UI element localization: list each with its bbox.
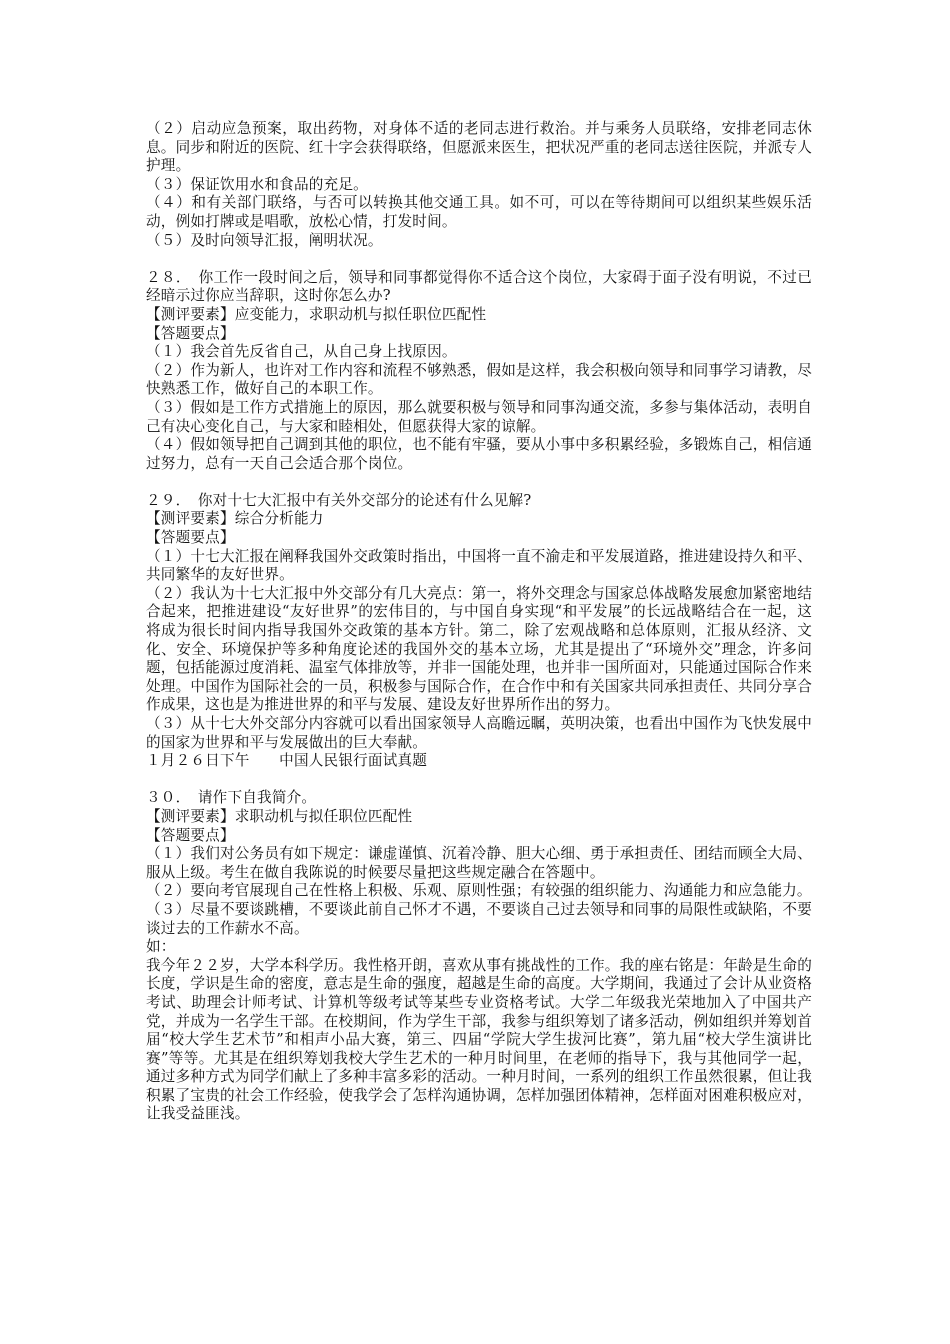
answer-points-heading: 【答题要点】	[146, 324, 235, 342]
question-28: ２８． 你工作一段时间之后，领导和同事都觉得你不适合这个岗位，大家碍于面子没有明说，不过已经暗示过你应当辞职，这时你怎么办?	[146, 268, 812, 305]
question-30: ３０． 请作下自我简介。	[146, 789, 317, 807]
answer-point: （３）尽量不要谈跳槽，不要谈此前自己怀才不遇，不要谈自己过去领导和同事的局限性或缺陷，不要谈过去的工作薪水不高。	[146, 900, 812, 937]
answer-point: （１）我们对公务员有如下规定：谦虚谨慎、沉着冷静、胆大心细、勇于承担责任、团结而顾全大局、服从上级。考生在做自我陈说的时候要尽量把这些规定融合在答题中。	[146, 845, 812, 881]
paragraph-gap	[146, 250, 812, 269]
evaluation-factors: 【测评要素】求职动机与拟任职位匹配性	[146, 807, 413, 825]
answer-point: （４）假如领导把自己调到其他的职位，也不能有牢骚，要从小事中多积累经验，多锻炼自己，相信通过努力，总有一天自己会适合那个岗位。	[146, 436, 812, 472]
example-self-introduction: 我今年２２岁，大学本科学历。我性格开朗，喜欢从事有挑战性的工作。我的座右铭是：年龄是生命的长度，学识是生命的密度，意志是生命的强度，超越是生命的高度。大学期间，我通过了会计从业资格考试、助理会计师考试、计算机等级考试等某些专业资格考试。大学二年级我光荣地加入了中国共产党，并成为一名学生干部。在校期间，作为学生干部，我参与组织筹划了诸多活动，例如组织并筹划首届“校大学生艺术节”和相声小品大赛，第三、四届“学院大学生拔河比赛”，第九届“校大学生演讲比赛”等等。尤其是在组织筹划我校大学生艺术的一种月时间里，在老师的指导下，我与其他同学一起，通过多种方式为同学们献上了多种丰富多彩的活动。一种月时间，一系列的组织工作虽然很累，但让我积累了宝贵的社会工作经验，使我学会了怎样沟通协调，怎样加强团体精神，怎样面对困难积极应对，让我受益匪浅。	[146, 956, 812, 1123]
question-29: ２９． 你对十七大汇报中有关外交部分的论述有什么见解?	[146, 491, 532, 509]
answer-point-5: （５）及时向领导汇报，阐明状况。	[146, 231, 383, 249]
answer-point: （３）假如是工作方式措施上的原因，那么就要积极与领导和同事沟通交流，多参与集体活动，表明自己有决心变化自己，与大家和睦相处，但愿获得大家的谅解。	[146, 398, 812, 435]
paragraph-gap	[146, 473, 812, 492]
answer-point: （２）要向考官展现自己在性格上积极、乐观、原则性强；有较强的组织能力、沟通能力和应急能力。	[146, 882, 812, 900]
document-body	[146, 120, 812, 1124]
answer-point-4: （４）和有关部门联络，与否可以转换其他交通工具。如不可，可以在等待期间可以组织某些娱乐活动，例如打牌或是唱歌，放松心情，打发时间。	[146, 194, 812, 230]
answer-point: （１）我会首先反省自己，从自己身上找原因。	[146, 343, 457, 361]
answer-points-heading: 【答题要点】	[146, 529, 235, 547]
answer-point-2: （２）启动应急预案，取出药物，对身体不适的老同志进行救治。并与乘务人员联络，安排老同志休息。同步和附近的医院、红十字会获得联络，但愿派来医生，把状况严重的老同志送往医院，并派专人护理。	[146, 120, 812, 175]
answer-point: （２）我认为十七大汇报中外交部分有几大亮点：第一，将外交理念与国家总体战略发展愈加紧密地结合起来，把推进建设“友好世界”的宏伟目的，与中国自身实现“和平发展”的长远战略结合在一起，这将成为很长时间内指导我国外交政策的基本方针。第二，除了宏观战略和总体原则，汇报从经济、文化、安全、环境保护等多种角度论述的我国外交的基本立场，尤其是提出了“环境外交”理念，许多问题，包括能源过度消耗、温室气体排放等，并非一国能处理，也并非一国所面对，只能通过国际合作来处理。中国作为国际社会的一员，积极参与国际合作，在合作中和有关国家共同承担责任、共同分享合作成果，这也是为推进世界的和平与发展、建设友好世界所作出的努力。	[146, 584, 812, 714]
answer-point: （３）从十七大外交部分内容就可以看出国家领导人高瞻远瞩，英明决策，也看出中国作为飞快发展中的国家为世界和平与发展做出的巨大奉献。	[146, 715, 812, 751]
answer-point: （１）十七大汇报在阐释我国外交政策时指出，中国将一直不渝走和平发展道路，推进建设持久和平、共同繁华的友好世界。	[146, 547, 812, 584]
evaluation-factors: 【测评要素】综合分析能力	[146, 510, 324, 528]
answer-point: （２）作为新人，也许对工作内容和流程不够熟悉，假如是这样，我会积极向领导和同事学习请教，尽快熟悉工作，做好自己的本职工作。	[146, 361, 812, 398]
section-heading: １月２６日下午 中国人民银行面试真题	[146, 752, 428, 770]
answer-point-3: （３）保证饮用水和食品的充足。	[146, 175, 368, 193]
example-label: 如：	[146, 938, 176, 956]
answer-points-heading: 【答题要点】	[146, 826, 235, 844]
paragraph-gap	[146, 771, 812, 790]
evaluation-factors: 【测评要素】应变能力，求职动机与拟任职位匹配性	[146, 305, 487, 323]
